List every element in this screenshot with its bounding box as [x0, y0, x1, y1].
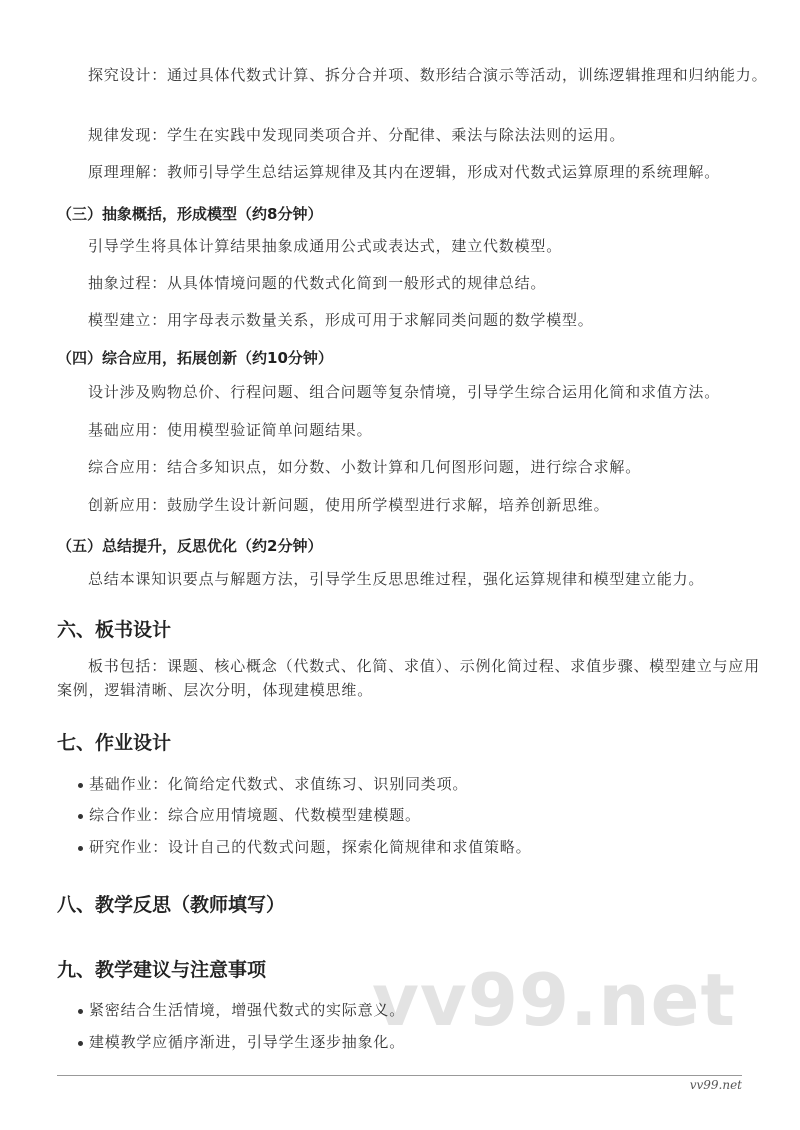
- paragraph: 综合应用：结合多知识点，如分数、小数计算和几何图形问题，进行综合求解。: [88, 458, 642, 476]
- step5-heading: （五）总结提升，反思优化（约2分钟）: [57, 537, 323, 555]
- list-item: [78, 1031, 405, 1053]
- list-item-text: 基础作业：化简给定代数式、求值练习、识别同类项。: [89, 775, 469, 793]
- paragraph-principle-understanding: 原理理解：教师引导学生总结运算规律及其内在逻辑，形成对代数式运算原理的系统理解。: [88, 163, 721, 181]
- bullet-icon: [78, 1041, 83, 1046]
- bullet-icon: [78, 846, 83, 851]
- section6-heading: 六、板书设计: [57, 619, 172, 641]
- paragraph-inquiry-design: 探究设计：通过具体代数式计算、拆分合并项、数形结合演示等活动，训练逻辑推理和归纳能力。: [88, 66, 768, 84]
- paragraph: 引导学生将具体计算结果抽象成通用公式或表达式，建立代数模型。: [88, 237, 563, 255]
- section8-heading: 八、教学反思（教师填写）: [57, 894, 286, 916]
- paragraph: 设计涉及购物总价、行程问题、组合问题等复杂情境，引导学生综合运用化简和求值方法。: [88, 383, 721, 401]
- list-item-text: 综合作业：综合应用情境题、代数模型建模题。: [89, 806, 421, 824]
- paragraph: 模型建立：用字母表示数量关系，形成可用于求解同类问题的数学模型。: [88, 311, 594, 329]
- paragraph: 总结本课知识要点与解题方法，引导学生反思思维过程，强化运算规律和模型建立能力。: [88, 570, 705, 588]
- list-item: [78, 999, 405, 1021]
- watermark: vv99.net: [372, 958, 736, 1042]
- paragraph: 基础应用：使用模型验证简单问题结果。: [88, 421, 373, 439]
- list-item-text: 紧密结合生活情境，增强代数式的实际意义。: [89, 1001, 406, 1019]
- list-item-text: 研究作业：设计自己的代数式问题，探索化简规律和求值策略。: [89, 838, 532, 856]
- list-item: [78, 836, 531, 858]
- bullet-icon: [78, 1009, 83, 1014]
- bullet-icon: [78, 814, 83, 819]
- list-item: [78, 804, 421, 826]
- paragraph-rule-discovery: 规律发现：学生在实践中发现同类项合并、分配律、乘法与除法法则的运用。: [88, 126, 626, 144]
- list-item: [78, 773, 468, 795]
- section9-heading: 九、教学建议与注意事项: [57, 959, 267, 981]
- paragraph: 创新应用：鼓励学生设计新问题，使用所学模型进行求解，培养创新思维。: [88, 496, 610, 514]
- paragraph-board-design: 板书包括：课题、核心概念（代数式、化简、求值）、示例化简过程、求值步骤、模型建立与应用案例，逻辑清晰、层次分明，体现建模思维。: [57, 657, 760, 699]
- step4-heading: （四）综合应用，拓展创新（约10分钟）: [57, 349, 333, 367]
- footer-site: vv99.net: [689, 1078, 742, 1092]
- list-item-text: 建模教学应循序渐进，引导学生逐步抽象化。: [89, 1033, 406, 1051]
- bullet-icon: [78, 783, 83, 788]
- paragraph: 抽象过程：从具体情境问题的代数式化简到一般形式的规律总结。: [88, 274, 547, 292]
- section7-heading: 七、作业设计: [57, 732, 172, 754]
- footer-divider: [57, 1075, 742, 1076]
- step3-heading: （三）抽象概括，形成模型（约8分钟）: [57, 205, 323, 223]
